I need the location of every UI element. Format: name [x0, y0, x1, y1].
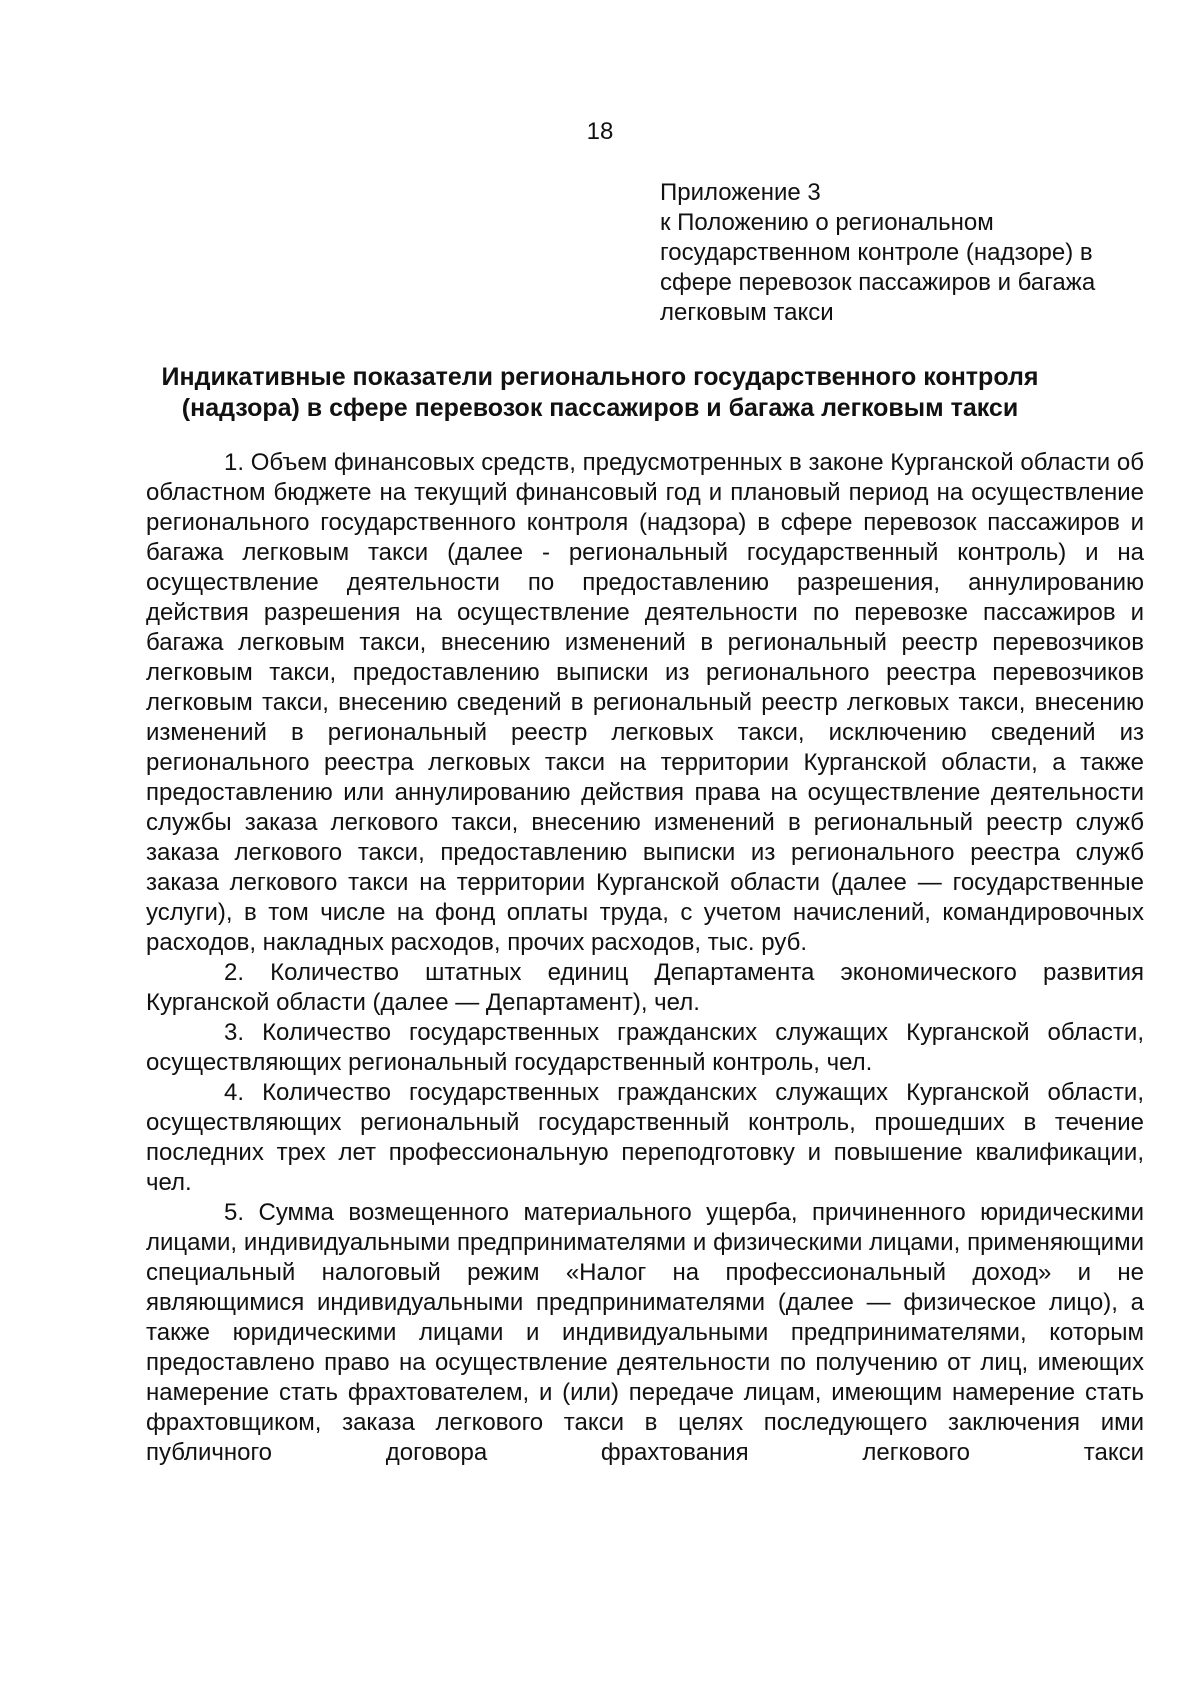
paragraph-3: 3. Количество государственных гражданских служащих Курганской области, осуществляющих региональный государственный контроль, чел. [146, 1019, 1144, 1076]
appendix-line: Приложение 3 [660, 179, 821, 206]
paragraph-1: 1. Объем финансовых средств, предусмотренных в законе Курганской области об областном бюджете на текущий финансовый год и плановый период на осуществление регионального государственного контроля (надзора) в сфере перевозок пассажиров и багажа легковым такси (далее - региональный государственный контроль) и на осуществление деятельности по предоставлению разрешения, аннулированию действия разрешения на осуществление деятельности по перевозке пассажиров и багажа легковым такси, внесению изменений в региональный реестр перевозчиков легковым такси, предоставлению выписки из регионального реестра перевозчиков легковым такси, внесению сведений в региональный реестр легковых такси, внесению изменений в региональный реестр легковых такси, исключению сведений из регионального реестра легковых такси на территории Курганской области, а также предоставлению или аннулированию действия права на осуществление деятельности службы заказа легкового такси, внесению изменений в региональный реестр служб заказа легкового такси, предоставлению выписки из регионального реестра служб заказа легкового такси на территории Курганской области (далее — государственные услуги), в том числе на фонд оплаты труда, с учетом начислений, командировочных расходов, накладных расходов, прочих расходов, тыс. руб. [146, 449, 1144, 956]
title-line: Индикативные показатели регионального государственного контроля [161, 363, 1039, 391]
page-number: 18 [586, 118, 614, 145]
paragraph-2: 2. Количество штатных единиц Департамента экономического развития Курганской области (далее — Департамент), чел. [146, 959, 1144, 1016]
document-title [100, 362, 1100, 424]
appendix-line: к Положению о региональном [660, 209, 994, 236]
appendix-header [660, 178, 1160, 328]
title-line: (надзора) в сфере перевозок пассажиров и багажа легковым такси [181, 394, 1019, 422]
paragraph-5: 5. Сумма возмещенного материального ущерба, причиненного юридическими лицами, индивидуальными предпринимателями и физическими лицами, применяющими специальный налоговый режим «Налог на профессиональный доход» и не являющимися индивидуальными предпринимателями (далее — физическое лицо), а также юридическими лицами и индивидуальными предпринимателями, которым предоставлено право на осуществление деятельности по получению от лиц, имеющих намерение стать фрахтователем, и (или) передаче лицам, имеющим намерение стать фрахтовщиком, заказа легкового такси в целях последующего заключения ими публичного договора фрахтования легкового такси [146, 1199, 1144, 1466]
appendix-line: государственном контроле (надзоре) в [660, 239, 1093, 266]
body-text [146, 448, 1144, 1468]
paragraph-4: 4. Количество государственных гражданских служащих Курганской области, осуществляющих региональный государственный контроль, прошедших в течение последних трех лет профессиональную переподготовку и повышение квалификации, чел. [146, 1079, 1144, 1196]
appendix-line: легковым такси [660, 299, 834, 326]
appendix-line: сфере перевозок пассажиров и багажа [660, 269, 1096, 296]
